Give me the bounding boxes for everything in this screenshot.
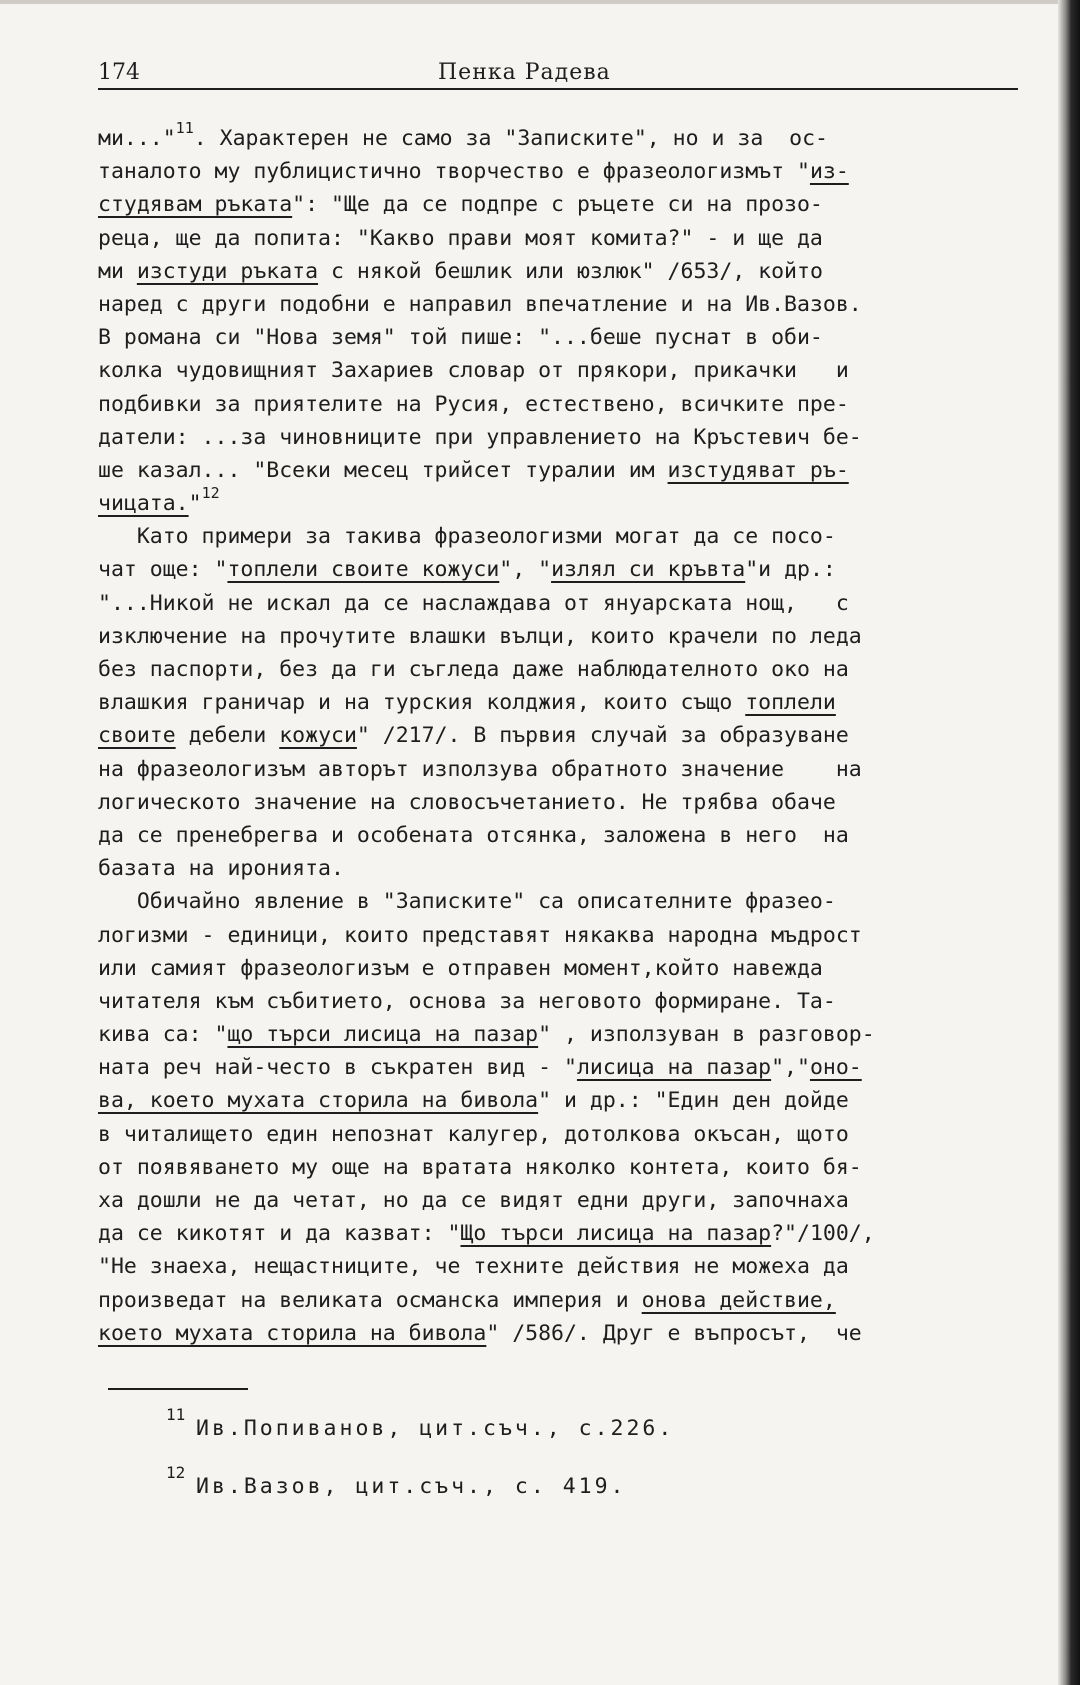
text-run: от появяването му още на вратата няколко контета, които бя- — [98, 1154, 862, 1180]
underlined-phrase: що търси лисица на пазар — [227, 1022, 539, 1048]
text-run: "и др.: — [745, 557, 836, 583]
text-run: датели: ...за чиновниците при управлението на Кръстевич бе- — [98, 424, 862, 450]
text-run: ми — [98, 258, 137, 284]
text-line — [98, 321, 1028, 354]
text-run: или самият фразеологизъм е отправен момент,който навежда — [98, 955, 823, 981]
text-line — [98, 1084, 1028, 1117]
underlined-phrase: ва, което мухата сторила на бивола — [98, 1088, 539, 1114]
text-run: " — [188, 491, 202, 517]
text-run: " /586/. Друг е въпросът, че — [486, 1320, 862, 1346]
text-run: " , използуван в разговор- — [538, 1022, 875, 1048]
text-run: Обичайно явление в "Записките" са описателните фразео- — [98, 889, 836, 915]
text-run: базата на иронията. — [98, 856, 344, 882]
text-run: ше казал... "Всеки месец трийсет туралии им — [98, 457, 668, 483]
text-run: " /217/. В първия случай за образуване — [356, 723, 849, 749]
text-run: логическото значение на словосъчетанието. Не трябва обаче — [98, 789, 836, 815]
text-line — [98, 354, 1028, 387]
text-run: с някой бешлик или юзлюк" /653/, който — [318, 258, 823, 284]
text-run: без паспорти, без да ги съгледа даже наблюдателното око на — [98, 657, 849, 682]
text-line — [98, 686, 1028, 719]
text-line — [98, 421, 1028, 454]
text-line — [98, 719, 1028, 752]
underlined-phrase: топлели своите кожуси — [227, 557, 500, 583]
text-run: ": "Ще да се подпре с ръцете си на прозо- — [292, 192, 823, 218]
text-run: "Не знаеха, нещастниците, че техните действия не можеха да — [98, 1254, 849, 1280]
text-line — [98, 1118, 1028, 1151]
text-line — [98, 255, 1028, 288]
book-binding-edge — [1058, 0, 1080, 1685]
page-header — [98, 60, 1018, 90]
text-line — [98, 1151, 1028, 1184]
text-run: читателя към събитието, основа за неговото формиране. Та- — [98, 988, 836, 1014]
footnote-text: Ив.Вазов, цит.съч., с. 419. — [196, 1474, 627, 1499]
text-line — [98, 454, 1028, 487]
text-line — [98, 1250, 1028, 1283]
text-line — [98, 1284, 1028, 1317]
text-line — [98, 786, 1028, 819]
footnote-reference: 11 — [175, 118, 194, 137]
text-run: изключение на прочутите влашки вълци, които крачели по леда — [98, 623, 862, 649]
footnotes — [166, 1400, 870, 1516]
footnote-text: Ив.Попиванов, цит.съч., с.226. — [196, 1416, 675, 1441]
text-line — [98, 1051, 1028, 1084]
text-run: на фразеологизъм авторът използува обратното значение на — [98, 756, 862, 782]
page-top-edge — [0, 0, 1080, 4]
text-line — [98, 919, 1028, 952]
text-line — [98, 620, 1028, 653]
text-run: " и др.: "Един ден дойде — [538, 1088, 849, 1114]
text-run: ?"/100/, — [771, 1221, 875, 1247]
text-run: чат още: " — [98, 557, 228, 583]
underlined-phrase: кожуси — [279, 723, 357, 749]
text-run: да се пренебрегва и особената отсянка, заложена в него на — [98, 822, 849, 848]
footnote-reference: 12 — [201, 483, 220, 502]
underlined-phrase: чицата. — [98, 491, 189, 517]
text-run: наред с други подобни е направил впечатление и на Ив.Вазов. — [98, 291, 862, 317]
body-text — [98, 118, 1028, 1350]
underlined-phrase: изстудяват ръ- — [667, 457, 849, 483]
text-run: колка чудовищният Захариев словар от прякори, прикачки и — [98, 358, 849, 384]
running-title: Пенка Радева — [438, 60, 611, 85]
text-line — [98, 483, 1028, 520]
underlined-phrase: своите — [98, 723, 176, 749]
underlined-phrase: лисица на пазар — [576, 1055, 772, 1081]
footnote-mark: 11 — [166, 1405, 186, 1424]
text-line — [98, 985, 1028, 1018]
text-line — [98, 553, 1028, 586]
text-line — [98, 852, 1028, 885]
text-line — [98, 587, 1028, 620]
text-line — [98, 155, 1028, 188]
text-run: произведат на великата османска империя и — [98, 1287, 642, 1313]
text-line — [98, 222, 1028, 255]
footnote-mark: 12 — [166, 1463, 186, 1482]
underlined-phrase: из- — [809, 159, 849, 185]
underlined-phrase: топлели — [745, 690, 836, 716]
text-run: "...Никой не искал да се наслаждава от януарската нощ, с — [98, 590, 849, 616]
underlined-phrase: Що търси лисица на пазар — [460, 1221, 772, 1247]
text-line — [98, 753, 1028, 786]
text-line — [98, 1184, 1028, 1217]
text-run: подбивки за приятелите на Русия, естествено, всичките пре- — [98, 391, 849, 417]
underlined-phrase: изстуди ръката — [136, 258, 319, 284]
underlined-phrase: студявам ръката — [98, 192, 293, 218]
text-run: логизми - единици, които представят някаква народна мъдрост — [98, 922, 862, 948]
text-run: кива са: " — [98, 1022, 228, 1048]
text-line — [98, 653, 1028, 686]
footnote — [166, 1400, 870, 1458]
text-run: ", " — [499, 557, 552, 583]
text-line — [98, 819, 1028, 852]
text-run: В романа си "Нова земя" той пише: "...беше пуснат в оби- — [98, 325, 823, 351]
text-line — [98, 520, 1028, 553]
underlined-phrase: което мухата сторила на бивола — [98, 1320, 487, 1346]
text-run: дебели — [175, 723, 280, 749]
page-number: 174 — [98, 60, 140, 85]
header-rule — [98, 88, 1018, 90]
text-run: ми..." — [98, 126, 176, 151]
text-line — [98, 288, 1028, 321]
text-run: да се кикотят и да казват: " — [98, 1221, 461, 1247]
footnote — [166, 1458, 870, 1516]
text-line — [98, 388, 1028, 421]
text-line — [98, 1317, 1028, 1350]
text-run: ната реч най-често в съкратен вид - " — [98, 1055, 577, 1081]
underlined-phrase: онова действие, — [641, 1287, 836, 1313]
text-run: . Характерен не само за "Записките", но и за ос- — [193, 126, 828, 151]
text-run: реца, ще да попита: "Какво прави моят комита?" - и ще да — [98, 225, 823, 251]
underlined-phrase: излял си кръвта — [551, 557, 746, 583]
text-line — [98, 1217, 1028, 1250]
text-line — [98, 118, 1028, 155]
text-run: Като примери за такива фразеологизми могат да се посо- — [98, 524, 836, 550]
underlined-phrase: оно- — [809, 1055, 862, 1081]
text-run: в читалището един непознат калугер, дотолкова окъсан, щото — [98, 1121, 849, 1147]
text-run: ха дошли не да четат, но да се видят едни други, започнаха — [98, 1188, 849, 1213]
text-run: влашкия граничар и на турския колджия, които също — [98, 690, 746, 716]
text-line — [98, 1018, 1028, 1051]
text-line — [98, 885, 1028, 918]
text-line — [98, 188, 1028, 221]
text-run: таналото му публицистично творчество е фразеологизмът " — [98, 159, 810, 185]
text-line — [98, 952, 1028, 985]
text-run: "," — [771, 1055, 810, 1081]
